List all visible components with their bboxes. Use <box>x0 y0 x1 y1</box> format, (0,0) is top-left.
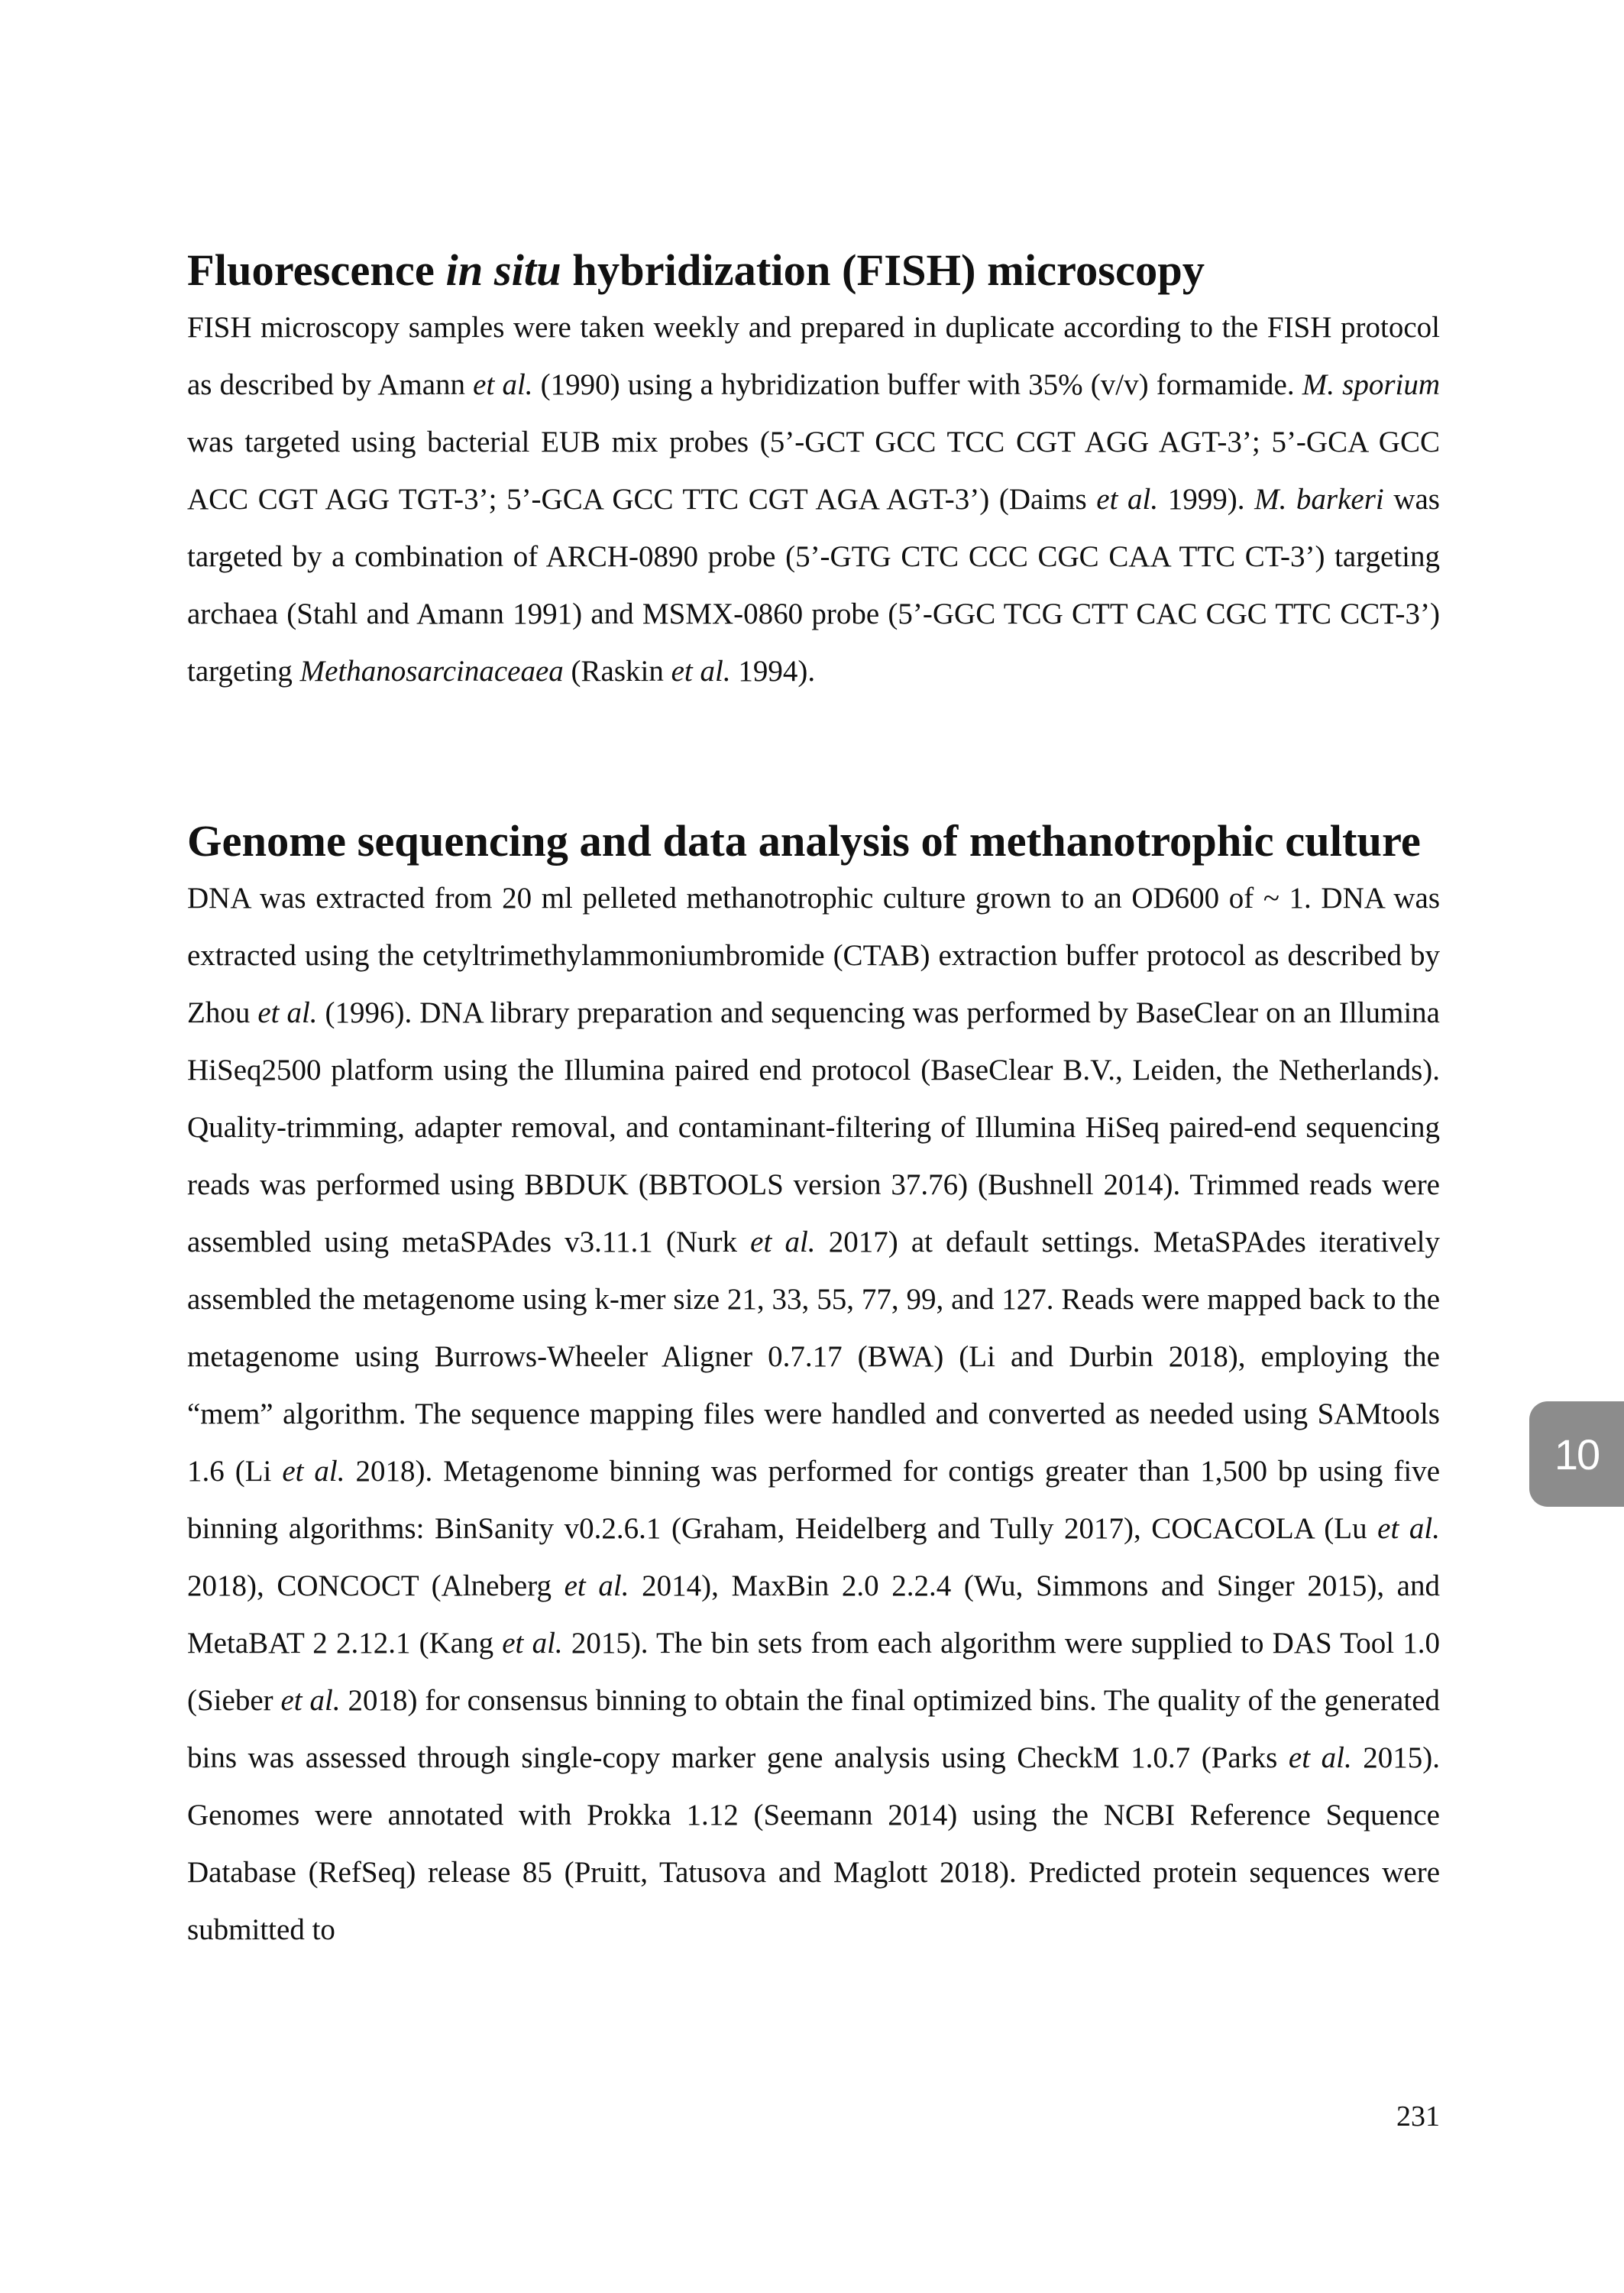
text-run: DNA was extracted from 20 ml pelleted methanotrophic culture grown to an OD600 of ~ 1. DNA was extracted using the cetyltrimethylammoniumbromide (CTAB) extraction buffer protocol as described by Zhou <box>187 882 1440 1029</box>
text-run: FISH microscopy samples were taken weekly and prepared in duplicate according to the FISH protocol as described by Amann <box>187 311 1440 401</box>
italic-run: et al. <box>473 368 533 401</box>
italic-run: M. sporium <box>1302 368 1440 401</box>
italic-run: M. barkeri <box>1254 483 1384 516</box>
fish-section-paragraph <box>187 299 1440 700</box>
text-run: (Raskin <box>563 655 671 688</box>
text-run: was targeted by a combination of ARCH-0890 probe (5’-GTG CTC CCC CGC CAA TTC CT-3’) targeting archaea (Stahl and Amann 1991) and MSMX-0860 probe (5’-GGC TCG CTT CAC CGC TTC CCT-3’) targeting <box>187 483 1440 688</box>
text-run: (1996). DNA library preparation and sequencing was performed by BaseClear on an Illumina HiSeq2500 platform using the Illumina paired end protocol (BaseClear B.V., Leiden, the Netherlands). Quality-trimming, adapter removal, and contaminant-filtering of Illumina HiSeq paired-end sequencing reads was performed using BBDUK (BBTOOLS version 37.76) (Bushnell 2014). Trimmed reads were assembled using metaSPAdes v3.11.1 (Nurk <box>187 996 1440 1258</box>
genome-section-paragraph <box>187 870 1440 1958</box>
italic-run: et al. <box>1096 483 1159 516</box>
fish-section <box>187 241 1440 700</box>
italic-run: et al. <box>1288 1741 1352 1774</box>
text-run: 1994). <box>730 655 816 688</box>
text-run: 2018). Metagenome binning was performed for contigs greater than 1,500 bp using five binning algorithms: BinSanity v0.2.6.1 (Graham, Heidelberg and Tully 2017), COCACOLA (Lu <box>187 1455 1441 1545</box>
text-run: 2018), CONCOCT (Alneberg <box>187 1569 565 1602</box>
italic-run: et al. <box>280 1684 341 1717</box>
page-number: 231 <box>1396 2100 1440 2133</box>
genome-section-heading: Genome sequencing and data analysis of methanotrophic culture <box>187 816 1421 866</box>
italic-run: et al. <box>502 1627 563 1660</box>
italic-run: et al. <box>564 1569 629 1602</box>
text-run: 2018) for consensus binning to obtain the final optimized bins. The quality of the generated bins was assessed through single-copy marker gene analysis using CheckM 1.0.7 (Parks <box>187 1684 1441 1774</box>
text-run: 1999). <box>1158 483 1255 516</box>
text-run: (1990) using a hybridization buffer with 35% (v/v) formamide. <box>532 368 1302 401</box>
chapter-tab: 10 <box>1529 1401 1624 1507</box>
text-run: 2017) at default settings. MetaSPAdes iteratively assembled the metagenome using k-mer size 21, 33, 55, 77, 99, and 127. Reads were mapped back to the metagenome using Burrows-Wheeler Aligner 0.7.17 (BWA) (Li and Durbin 2018), employing the “mem” algorithm. The sequence mapping files were handled and converted as needed using SAMtools 1.6 (Li <box>187 1226 1440 1488</box>
italic-run: et al. <box>257 996 318 1029</box>
italic-run: Methanosarcinaceaea <box>299 655 564 688</box>
text-run: 2015). Genomes were annotated with Prokka 1.12 (Seemann 2014) using the NCBI Reference Sequence Database (RefSeq) release 85 (Pruitt, Tatusova and Maglott 2018). Predicted protein sequences were submitted to <box>187 1741 1440 1946</box>
genome-section <box>187 812 1440 1958</box>
text-run: 2015). The bin sets from each algorithm were supplied to DAS Tool 1.0 (Sieber <box>187 1627 1440 1717</box>
italic-run: et al. <box>1377 1512 1440 1545</box>
italic-run: et al. <box>671 655 731 688</box>
italic-run: et al. <box>282 1455 345 1488</box>
text-run: 2014), MaxBin 2.0 2.2.4 (Wu, Simmons and Singer 2015), and MetaBAT 2 2.12.1 (Kang <box>187 1569 1440 1660</box>
italic-run: et al. <box>750 1226 816 1258</box>
fish-section-heading: Fluorescence in situ hybridization (FISH) microscopy <box>187 245 1205 295</box>
text-run: was targeted using bacterial EUB mix probes (5’-GCT GCC TCC CGT AGG AGT-3’; 5’-GCA GCC ACC CGT AGG TGT-3’; 5’-GCA GCC TTC CGT AGA AGT-3’) (Daims <box>187 426 1440 516</box>
